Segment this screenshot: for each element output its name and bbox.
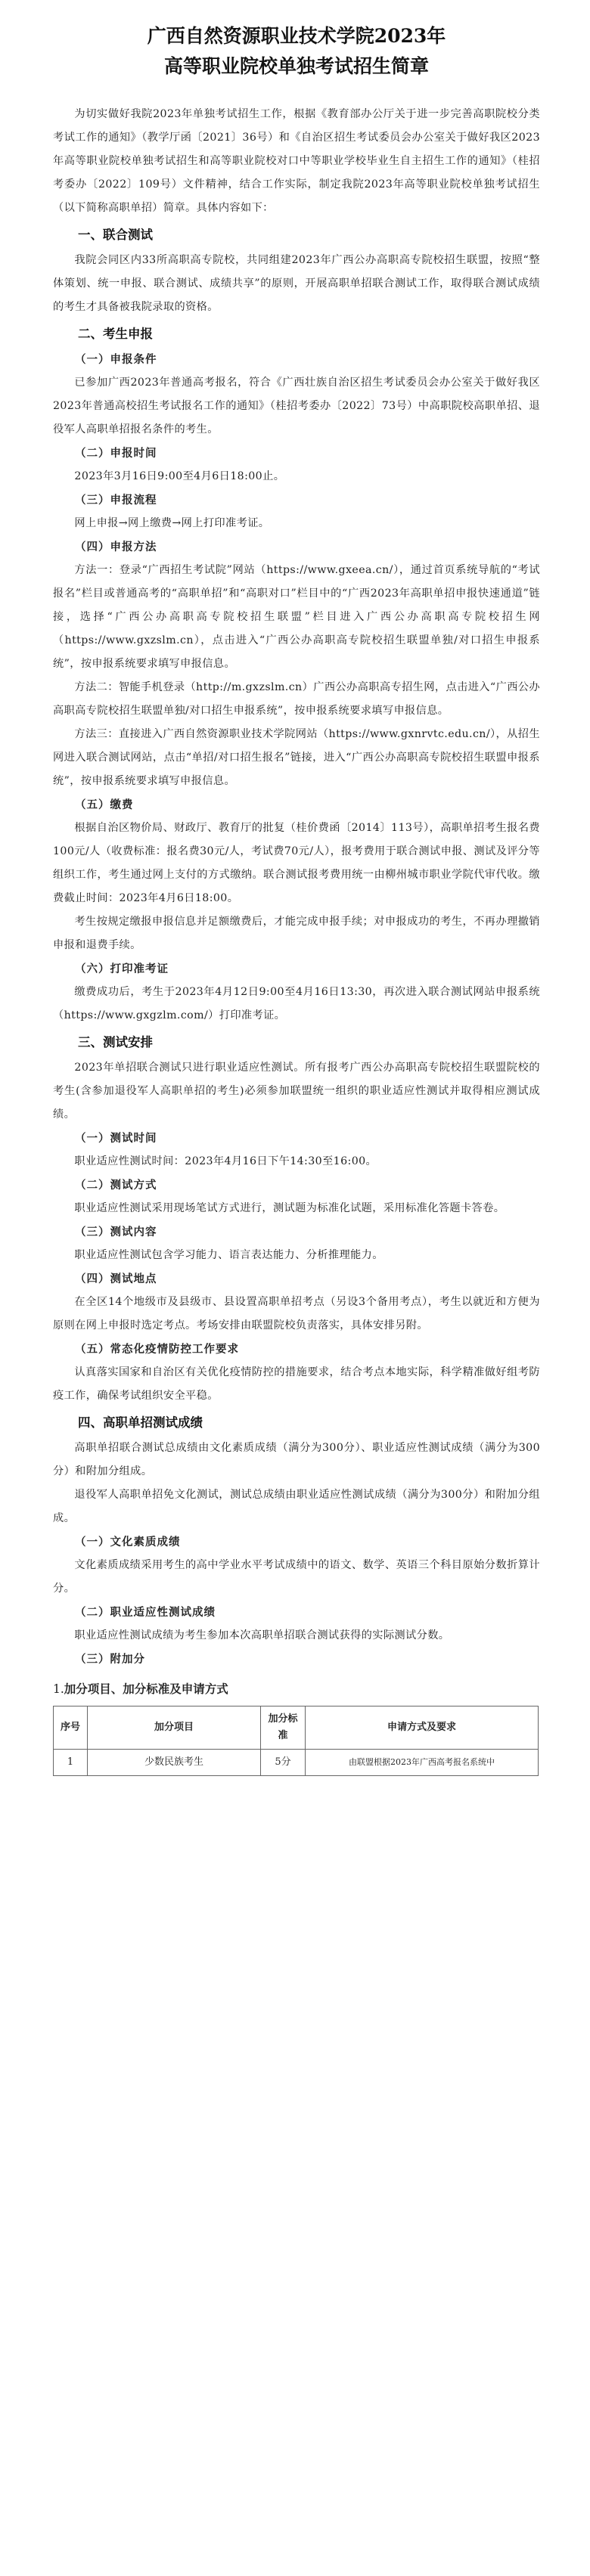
s2-sub2-text: 2023年3月16日9:00至4月6日18:00止。 (74, 470, 285, 482)
s2-sub2-heading: （二）申报时间 (75, 447, 157, 460)
s2-sub4-heading: （四）申报方法 (75, 541, 157, 553)
s4-sub2-heading: （二）职业适应性测试成绩 (75, 1606, 216, 1619)
bonus-table-number: 1. (53, 1682, 64, 1696)
cell-item: 少数民族考生 (88, 1750, 261, 1776)
intro-paragraph: 为切实做好我院2023年单独考试招生工作，根据《教育部办公厅关于进一步完善高职院校分类考试工作的通知》（教学厅函〔2021〕36号）和《自治区招生考试委员会办公室关于做好我区2023年高等职业院校单独考试招生和高等职业院校对口中等职业学校毕业生自主招生工作的通知》（桂招考委办〔2022〕109号）文件精神，结合工作实际，制定我院2023年高等职业院校单独考试招生（以下简称高职单招）简章。具体内容如下： (53, 108, 540, 214)
s4-sub2-text: 职业适应性测试成绩为考生参加本次高职单招联合测试获得的实际测试分数。 (74, 1629, 450, 1641)
table-header-row (54, 1706, 539, 1750)
s2-sub5-heading: （五）缴费 (75, 798, 134, 811)
s3-sub2-heading: （二）测试方式 (75, 1179, 157, 1192)
section-2-heading: 二、考生申报 (78, 327, 153, 341)
s2-method-1: 方法一：登录“广西招生考试院”网站（https://www.gxeea.cn/），通过首页系统导航的“考试报名”栏目或普通高考的“高职单招”和“高职对口”栏目中的“广西2023年高职单招申报快速通道”链接，选择“广西公办高职高专院校招生联盟”栏目进入广西公办高职高专院校招生网（https://www.gxzslm.cn），点击进入“广西公办高职高专院校招生联盟单独/对口招生申报系统”，按申报系统要求填写申报信息。 (53, 564, 540, 670)
section-1-heading: 一、联合测试 (78, 228, 153, 242)
cell-points: 5分 (261, 1750, 306, 1776)
cell-number: 1 (54, 1750, 88, 1776)
section-3-heading: 三、测试安排 (78, 1035, 153, 1049)
section-3-intro: 2023年单招联合测试只进行职业适应性测试。所有报考广西公办高职高专院校招生联盟院校的考生(含参加退役军人高职单招的考生)必须参加联盟统一组织的职业适应性测试并取得相应测试成绩。 (53, 1062, 540, 1121)
header-number: 序号 (54, 1706, 88, 1750)
section-4-heading: 四、高职单招测试成绩 (78, 1415, 203, 1430)
title-line-2: 高等职业院校单独考试招生简章 (163, 55, 429, 77)
s3-sub4-heading: （四）测试地点 (75, 1273, 157, 1285)
s3-sub2-text: 职业适应性测试采用现场笔试方式进行，测试题为标准化试题，采用标准化答题卡答卷。 (74, 1202, 505, 1214)
s2-sub3-text: 网上申报→网上缴费→网上打印准考证。 (74, 517, 270, 529)
s2-sub1-text: 已参加广西2023年普通高考报名，符合《广西壮族自治区招生考试委员会办公室关于做好我区2023年普通高校招生考试报名工作的通知》（桂招考委办〔2022〕73号）中高职院校高职单招、退役军人高职单招报名条件的考生。 (53, 377, 540, 436)
s2-fee-note: 考生按规定缴报申报信息并足额缴费后，才能完成申报手续；对申报成功的考生，不再办理撤销申报和退费手续。 (53, 916, 540, 951)
s3-sub3-heading: （三）测试内容 (75, 1226, 157, 1238)
bonus-table-title-text: 加分项目、加分标准及申请方式 (64, 1682, 228, 1696)
s3-sub1-text: 职业适应性测试时间：2023年4月16日下午14:30至16:00。 (74, 1155, 377, 1167)
table-row (54, 1750, 539, 1776)
s3-sub1-heading: （一）测试时间 (75, 1132, 157, 1145)
s3-sub5-text: 认真落实国家和自治区有关优化疫情防控的措施要求，结合考点本地实际，科学精准做好组考防疫工作，确保考试组织安全平稳。 (53, 1366, 540, 1402)
s3-sub3-text: 职业适应性测试包含学习能力、语言表达能力、分析推理能力。 (74, 1249, 384, 1261)
document-title (53, 21, 540, 82)
s2-fee-paragraph: 根据自治区物价局、财政厅、教育厅的批复（桂价费函〔2014〕113号），高职单招考生报名费100元/人（收费标准：报名费30元/人，考试费70元/人），报考费用于联合测试申报、测试及评分等组织工作，考生通过网上支付的方式缴纳。联合测试报考费用统一由柳州城市职业学院代审代收。缴费截止时间：2023年4月6日18:00。 (53, 822, 540, 904)
s4-sub1-text: 文化素质成绩采用考生的高中学业水平考试成绩中的语文、数学、英语三个科目原始分数折算计分。 (53, 1559, 540, 1595)
cell-method: 由联盟根据2023年广西高考报名系统中 (306, 1750, 539, 1776)
s4-sub1-heading: （一）文化素质成绩 (75, 1536, 181, 1548)
s2-sub3-heading: （三）申报流程 (75, 494, 157, 507)
s2-method-2: 方法二：智能手机登录（http://m.gxzslm.cn）广西公办高职高专招生网，点击进入“广西公办高职高专院校招生联盟单独/对口招生申报系统”，按申报系统要求填写申报信息。 (53, 681, 540, 717)
header-method: 申请方式及要求 (306, 1706, 539, 1750)
section-1-text: 我院会同区内33所高职高专院校，共同组建2023年广西公办高职高专院校招生联盟，按照“整体策划、统一申报、联合测试、成绩共享”的原则，开展高职单招联合测试工作，取得联合测试成绩的考生才具备被我院录取的资格。 (53, 254, 540, 313)
title-line-1: 广西自然资源职业技术学院2023年 (147, 25, 446, 47)
header-points: 加分标准 (261, 1706, 306, 1750)
s2-sub6-text: 缴费成功后，考生于2023年4月12日9:00至4月16日13:30，再次进入联合测试网站申报系统（https://www.gxgzlm.com/）打印准考证。 (53, 986, 540, 1021)
s3-sub4-text: 在全区14个地级市及县级市、县设置高职单招考点（另设3个备用考点），考生以就近和方便为原则在网上申报时选定考点。考场安排由联盟院校负责落实，具体安排另附。 (53, 1296, 540, 1331)
s2-sub1-heading: （一）申报条件 (75, 353, 157, 366)
header-item: 加分项目 (88, 1706, 261, 1750)
s2-method-3: 方法三：直接进入广西自然资源职业技术学院网站（https://www.gxnrvtc.edu.cn/），从招生网进入联合测试网站，点击“单招/对口招生报名”链接，进入“广西公办高职高专院校招生联盟申报系统”，按申报系统要求填写申报信息。 (53, 728, 540, 787)
s4-sub3-heading: （三）附加分 (75, 1653, 145, 1666)
section-4-paragraph-1: 高职单招联合测试总成绩由文化素质成绩（满分为300分）、职业适应性测试成绩（满分为300分）和附加分组成。 (53, 1442, 540, 1477)
s2-sub6-heading: （六）打印准考证 (75, 963, 169, 975)
s3-sub5-heading: （五）常态化疫情防控工作要求 (75, 1343, 239, 1356)
bonus-table-title (53, 1677, 540, 1701)
bonus-points-table (53, 1706, 539, 1776)
section-4-paragraph-2: 退役军人高职单招免文化测试，测试总成绩由职业适应性测试成绩（满分为300分）和附加分组成。 (53, 1489, 540, 1524)
